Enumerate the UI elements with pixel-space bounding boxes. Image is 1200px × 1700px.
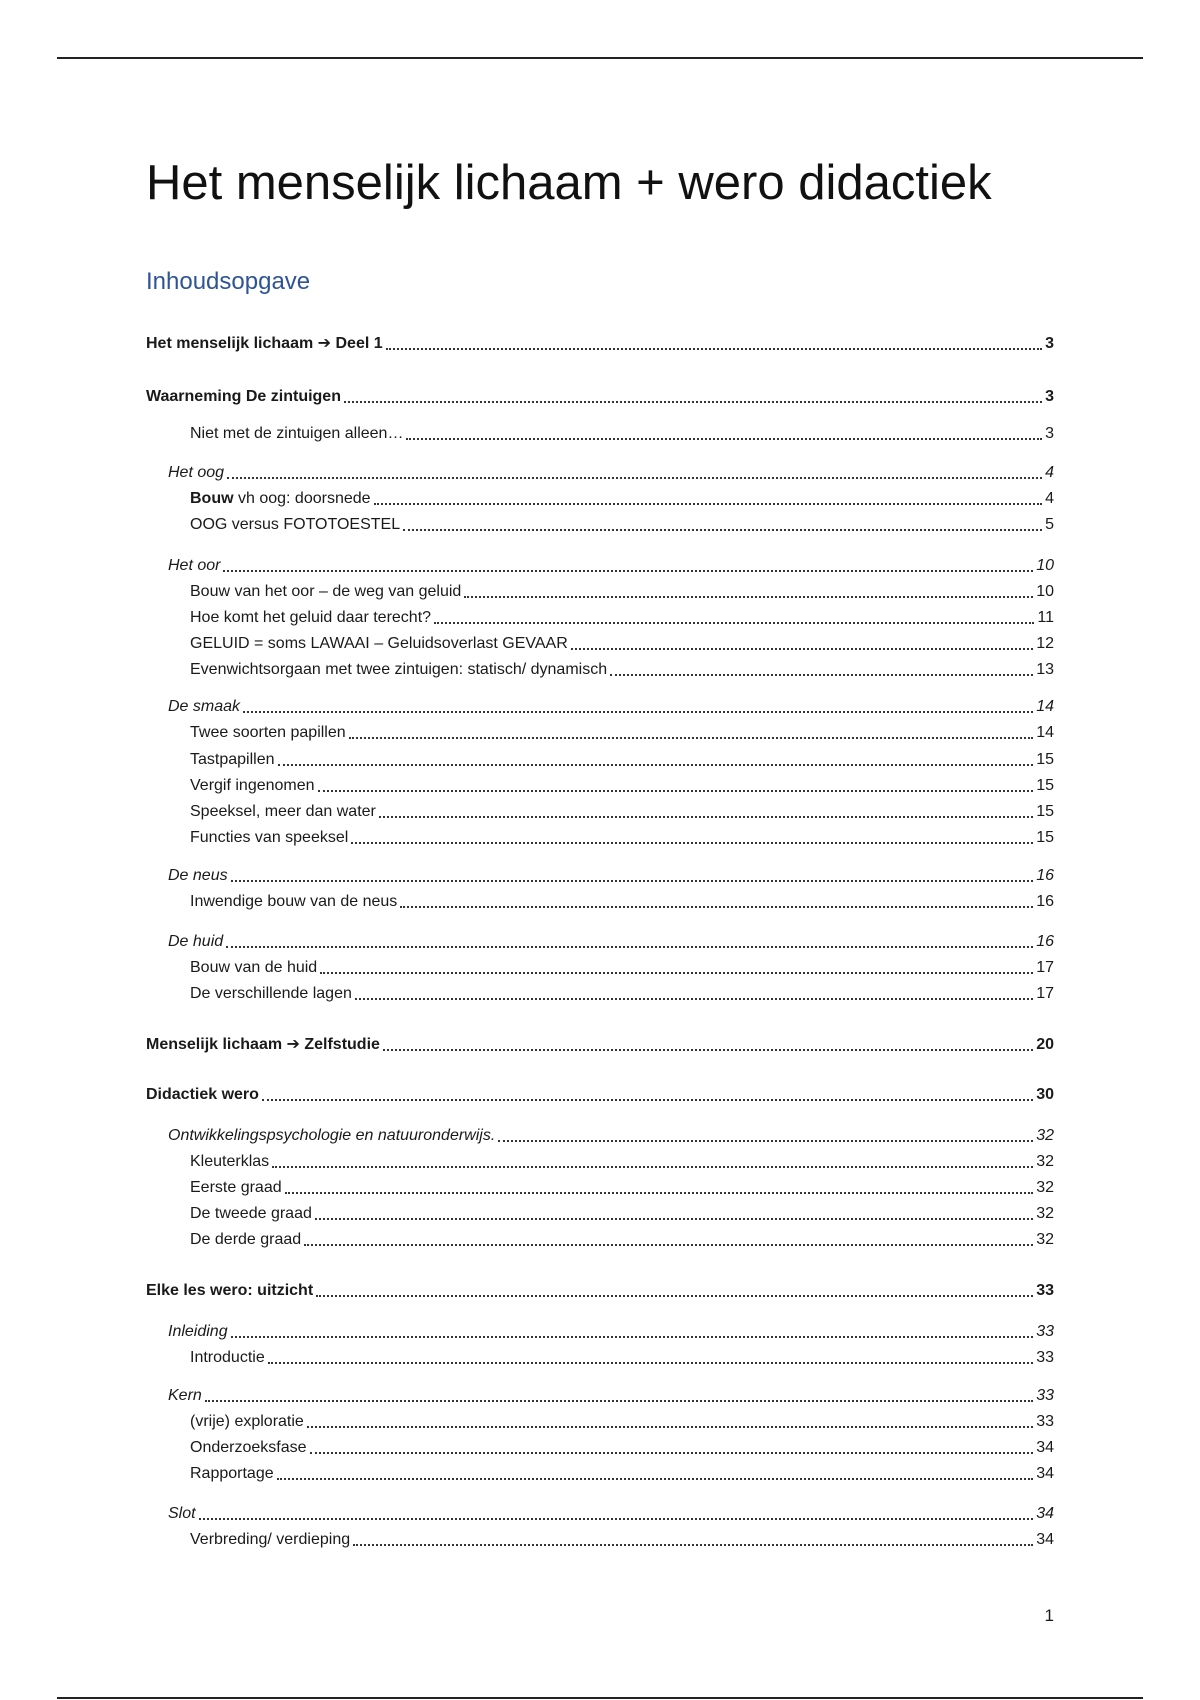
toc-entry-label-text: Didactiek wero [146, 1086, 259, 1103]
toc-dot-leader [277, 1478, 1034, 1480]
toc-entry[interactable] [190, 1408, 1054, 1432]
toc-entry-label-text: De verschillende lagen [190, 985, 352, 1002]
toc-entry-page: 17 [1036, 985, 1054, 1002]
toc-dot-leader [464, 596, 1033, 598]
toc-entry-label-text: Waarneming De zintuigen [146, 388, 341, 405]
toc-entry[interactable] [168, 1122, 1054, 1146]
toc-entry-page: 13 [1036, 661, 1054, 678]
toc-entry-label [168, 697, 240, 717]
toc-entry[interactable] [190, 1526, 1054, 1550]
toc-entry-page: 17 [1036, 959, 1054, 976]
toc-dot-leader [223, 570, 1033, 572]
toc-entry[interactable] [190, 1434, 1054, 1458]
toc-entry-page: 15 [1036, 777, 1054, 794]
toc-entry[interactable] [168, 1500, 1054, 1524]
toc-entry-label-text: OOG versus FOTOTOESTEL [190, 516, 401, 533]
toc-entry-label [190, 424, 403, 444]
toc-dot-leader [355, 998, 1033, 1000]
toc-entry[interactable] [190, 485, 1054, 509]
toc-entry-page: 11 [1037, 609, 1054, 626]
toc-entry[interactable] [146, 330, 1054, 354]
toc-entry[interactable] [190, 630, 1054, 654]
toc-dot-leader [315, 1218, 1033, 1220]
toc-dot-leader [351, 842, 1033, 844]
toc-dot-leader [231, 880, 1034, 882]
toc-entry-page: 34 [1036, 1439, 1054, 1456]
toc-dot-leader [316, 1295, 1033, 1297]
toc-entry-label-text: Inleiding [168, 1323, 228, 1340]
toc-entry-label-text: Vergif ingenomen [190, 777, 315, 794]
toc-entry-label [168, 866, 228, 886]
toc-entry[interactable] [168, 693, 1054, 717]
toc-entry-page: 34 [1036, 1465, 1054, 1482]
toc-entry-label-text: Kleuterklas [190, 1153, 270, 1170]
toc-entry-page: 5 [1045, 516, 1054, 533]
toc-entry[interactable] [168, 862, 1054, 886]
toc-entry-label [168, 1126, 495, 1146]
toc-entry-label-text: De smaak [168, 698, 241, 715]
toc-entry-label-text: Bouw van de huid [190, 959, 318, 976]
toc-entry-label [146, 1085, 259, 1105]
toc-dot-leader [231, 1336, 1034, 1338]
toc-entry-label [190, 582, 461, 602]
toc-entry[interactable] [168, 928, 1054, 952]
toc-entry[interactable] [190, 1344, 1054, 1368]
toc-entry-page: 32 [1036, 1179, 1054, 1196]
toc-entry-label [190, 1530, 350, 1550]
toc-entry-label-text: Functies van speeksel [190, 829, 349, 846]
toc-entry-label [190, 515, 400, 535]
toc-entry[interactable] [190, 772, 1054, 796]
toc-entry-label [168, 556, 220, 576]
toc-entry-label-text: (vrije) exploratie [190, 1413, 304, 1430]
toc-entry-label-text: Ontwikkelingspsychologie en natuuronderwijs. [168, 1127, 496, 1144]
toc-dot-leader [400, 906, 1033, 908]
toc-entry-page: 33 [1036, 1282, 1054, 1299]
toc-entry-label [190, 1178, 282, 1198]
toc-dot-leader [278, 764, 1034, 766]
toc-entry-page: 16 [1036, 867, 1054, 884]
toc-dot-leader [243, 711, 1033, 713]
toc-entry[interactable] [190, 824, 1054, 848]
toc-entry-label-text: vh oog: doorsnede [233, 490, 371, 507]
toc-entry[interactable] [190, 1200, 1054, 1224]
toc-entry-label-text: Slot [168, 1505, 196, 1522]
toc-entry[interactable] [190, 1174, 1054, 1198]
toc-entry-page: 10 [1036, 557, 1054, 574]
toc-entry[interactable] [168, 459, 1054, 483]
toc-entry-label-text: Het oor [168, 557, 221, 574]
toc-entry-label-text: Het menselijk lichaam ➔ Deel 1 [146, 335, 383, 352]
toc-entry-label-text: Evenwichtsorgaan met twee zintuigen: statisch/ dynamisch [190, 661, 608, 678]
toc-entry-page: 33 [1036, 1349, 1054, 1366]
toc-dot-leader [374, 503, 1043, 505]
toc-entry-page: 33 [1036, 1323, 1054, 1340]
toc-dot-leader [498, 1140, 1033, 1142]
toc-entry-label-text: Twee soorten papillen [190, 724, 346, 741]
toc-entry-label-text: Speeksel, meer dan water [190, 803, 376, 820]
toc-entry-label-text: De neus [168, 867, 228, 884]
toc-entry-label [190, 750, 275, 770]
toc-entry-label-text: Hoe komt het geluid daar terecht? [190, 609, 432, 626]
toc-entry-label [146, 387, 341, 407]
toc-entry-label-text: De huid [168, 933, 224, 950]
toc-entry-label [190, 892, 397, 912]
toc-dot-leader [268, 1362, 1033, 1364]
toc-dot-leader [434, 622, 1034, 624]
toc-dot-leader [403, 529, 1042, 531]
toc-dot-leader [272, 1166, 1033, 1168]
toc-entry[interactable] [190, 719, 1054, 743]
toc-entry-label-text: Het oog [168, 464, 225, 481]
toc-entry-label [168, 932, 223, 952]
toc-entry[interactable] [190, 798, 1054, 822]
toc-dot-leader [199, 1518, 1034, 1520]
toc-entry-page: 32 [1036, 1153, 1054, 1170]
toc-heading: Inhoudsopgave [146, 268, 311, 295]
toc-entry-label [190, 1348, 265, 1368]
toc-entry-label [190, 1230, 301, 1250]
toc-entry-page: 32 [1036, 1231, 1054, 1248]
toc-entry-page: 20 [1036, 1036, 1054, 1053]
toc-dot-leader [304, 1244, 1033, 1246]
toc-entry-label-text: Introductie [190, 1349, 265, 1366]
toc-entry-label [168, 1386, 202, 1406]
toc-dot-leader [307, 1426, 1033, 1428]
toc-entry-label [146, 1035, 380, 1055]
toc-entry-label [190, 1464, 274, 1484]
toc-entry-page: 3 [1045, 425, 1054, 442]
toc-dot-leader [318, 790, 1034, 792]
toc-entry-label-text: Elke les wero: uitzicht [146, 1282, 314, 1299]
toc-entry-label [190, 723, 346, 743]
toc-entry[interactable] [146, 1081, 1054, 1105]
toc-entry[interactable] [146, 383, 1054, 407]
toc-entry[interactable] [146, 1031, 1054, 1055]
toc-entry-page: 32 [1036, 1205, 1054, 1222]
toc-entry-label-text: Eerste graad [190, 1179, 282, 1196]
toc-dot-leader [226, 946, 1033, 948]
footer-rule [57, 1697, 1143, 1699]
toc-entry[interactable] [190, 1226, 1054, 1250]
toc-entry-page: 3 [1045, 335, 1054, 352]
toc-entry-page: 34 [1036, 1505, 1054, 1522]
toc-entry[interactable] [190, 746, 1054, 770]
toc-entry-label-text: Verbreding/ verdieping [190, 1531, 351, 1548]
toc-entry-label-text: Onderzoeksfase [190, 1439, 307, 1456]
toc-entry-label [146, 334, 383, 354]
toc-entry-label-emphasis: Bouw [190, 490, 234, 507]
toc-entry-label-text: Rapportage [190, 1465, 274, 1482]
toc-entry-label [190, 1438, 307, 1458]
toc-dot-leader [379, 816, 1033, 818]
toc-entry[interactable] [190, 1148, 1054, 1172]
toc-entry-label-text: Niet met de zintuigen alleen… [190, 425, 404, 442]
toc-entry-label [190, 660, 607, 680]
toc-entry[interactable] [190, 954, 1054, 978]
toc-entry[interactable] [168, 1382, 1054, 1406]
toc-entry-page: 4 [1045, 490, 1054, 507]
toc-entry[interactable] [190, 656, 1054, 680]
toc-dot-leader [383, 1049, 1033, 1051]
toc-entry-label-text: Inwendige bouw van de neus [190, 893, 398, 910]
header-rule [57, 57, 1143, 59]
toc-entry[interactable] [190, 420, 1054, 444]
toc-entry-label [190, 1152, 269, 1172]
toc-entry-page: 12 [1036, 635, 1054, 652]
toc-dot-leader [571, 648, 1033, 650]
toc-dot-leader [320, 972, 1033, 974]
toc-entry-label-text: De derde graad [190, 1231, 302, 1248]
toc-entry[interactable] [168, 1318, 1054, 1342]
page-title: Het menselijk lichaam + wero didactiek [146, 156, 992, 210]
toc-entry-page: 33 [1036, 1387, 1054, 1404]
toc-entry-label [190, 634, 568, 654]
toc-entry-page: 33 [1036, 1413, 1054, 1430]
toc-entry-label [190, 608, 431, 628]
toc-dot-leader [344, 401, 1042, 403]
toc-entry-page: 4 [1045, 464, 1054, 481]
toc-dot-leader [406, 438, 1042, 440]
toc-entry-page: 14 [1036, 724, 1054, 741]
toc-dot-leader [386, 348, 1042, 350]
toc-entry-page: 16 [1036, 933, 1054, 950]
toc-entry-page: 15 [1036, 803, 1054, 820]
toc-entry-page: 10 [1036, 583, 1054, 600]
toc-dot-leader [353, 1544, 1033, 1546]
toc-entry-page: 15 [1036, 829, 1054, 846]
toc-entry-label [168, 1322, 228, 1342]
toc-entry-page: 34 [1036, 1531, 1054, 1548]
toc-entry-label [168, 463, 224, 483]
toc-entry-label [190, 489, 371, 509]
toc-entry-label [168, 1504, 196, 1524]
toc-entry-label [190, 984, 352, 1004]
toc-entry[interactable] [190, 1460, 1054, 1484]
toc-dot-leader [310, 1452, 1034, 1454]
toc-entry-label-text: Tastpapillen [190, 751, 275, 768]
toc-dot-leader [227, 477, 1042, 479]
toc-entry[interactable] [190, 511, 1054, 535]
toc-entry-page: 30 [1036, 1086, 1054, 1103]
toc-entry[interactable] [146, 1277, 1054, 1301]
toc-entry-page: 16 [1036, 893, 1054, 910]
toc-entry-label [190, 776, 315, 796]
toc-entry-label-text: De tweede graad [190, 1205, 312, 1222]
toc-entry-label [190, 1412, 304, 1432]
toc-entry-page: 32 [1036, 1127, 1054, 1144]
toc-entry-label [146, 1281, 313, 1301]
toc-entry-page: 3 [1045, 388, 1054, 405]
toc-dot-leader [349, 737, 1034, 739]
toc-entry-label [190, 1204, 312, 1224]
toc-entry-label-text: GELUID = soms LAWAAI – Geluidsoverlast GEVAAR [190, 635, 568, 652]
toc-dot-leader [205, 1400, 1033, 1402]
toc-dot-leader [610, 674, 1033, 676]
toc-entry[interactable] [190, 578, 1054, 602]
page-number: 1 [1044, 1606, 1054, 1625]
toc-entry-label [190, 958, 317, 978]
toc-entry[interactable] [190, 604, 1054, 628]
toc-entry-label [190, 802, 376, 822]
toc-entry-label-text: Menselijk lichaam ➔ Zelfstudie [146, 1036, 380, 1053]
toc-entry-page: 15 [1036, 751, 1054, 768]
toc-entry[interactable] [168, 552, 1054, 576]
toc-entry[interactable] [190, 888, 1054, 912]
toc-entry[interactable] [190, 980, 1054, 1004]
toc-dot-leader [262, 1099, 1033, 1101]
toc-dot-leader [285, 1192, 1034, 1194]
toc-entry-label-text: Kern [168, 1387, 202, 1404]
toc-entry-label-text: Bouw van het oor – de weg van geluid [190, 583, 462, 600]
toc-entry-page: 14 [1036, 698, 1054, 715]
toc-entry-label [190, 828, 348, 848]
